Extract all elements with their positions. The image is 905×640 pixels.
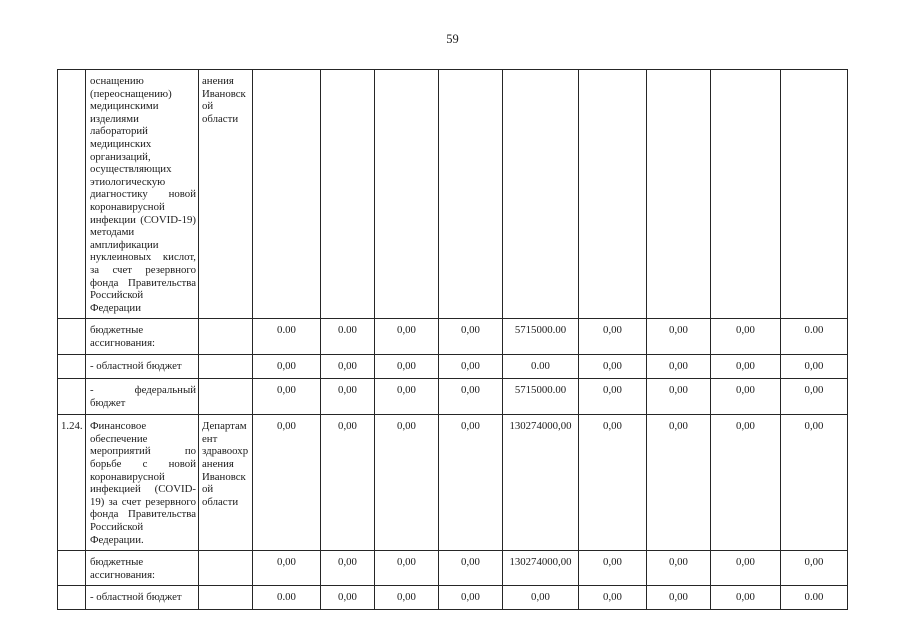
value-cell <box>375 355 439 379</box>
text-word: борьбе <box>90 458 122 471</box>
text-word: новой <box>168 458 196 471</box>
value-cell <box>439 355 503 379</box>
value-cell <box>321 551 375 586</box>
value-cell <box>253 70 321 319</box>
text-word: инфекцией <box>90 483 141 496</box>
value-cell <box>439 551 503 586</box>
description-cell <box>86 415 199 551</box>
value-text: 0.00 <box>804 324 824 337</box>
executor-line: ой <box>202 483 214 496</box>
text-word: диагностику <box>90 188 148 201</box>
text-word: Правительства <box>128 508 196 521</box>
value-text: 0,00 <box>461 591 480 604</box>
description-line <box>90 445 196 458</box>
value-cell <box>375 379 439 415</box>
description-line: бюджетные <box>90 324 144 337</box>
description-cell <box>86 551 199 586</box>
description-line <box>90 188 196 201</box>
value-cell <box>647 319 711 355</box>
value-cell <box>321 415 375 551</box>
value-text: 0,00 <box>804 360 824 373</box>
text-word: фонда <box>90 508 119 521</box>
executor-cell <box>199 355 253 379</box>
value-cell <box>503 415 579 551</box>
description-line: (переоснащению) <box>90 87 172 100</box>
description-line: изделиями <box>90 112 139 125</box>
text-word: резервного <box>145 263 196 276</box>
value-cell <box>579 551 647 586</box>
text-word: мероприятий <box>90 445 151 458</box>
value-cell <box>253 586 321 610</box>
value-text: 0,00 <box>736 591 755 604</box>
value-text: 0.00 <box>277 591 296 604</box>
description-line: Федерации. <box>90 533 144 546</box>
value-text: 130274000,00 <box>509 420 572 433</box>
value-cell <box>503 551 579 586</box>
value-cell <box>375 586 439 610</box>
value-cell <box>503 319 579 355</box>
text-word: с <box>142 458 148 471</box>
description-line: этиологическую <box>90 175 166 188</box>
description-cell <box>86 70 199 319</box>
value-cell <box>781 551 848 586</box>
description-line: коронавирусной <box>90 200 165 213</box>
value-text: 0,00 <box>277 384 296 397</box>
executor-line: Департам <box>202 420 247 433</box>
value-text: 0,00 <box>397 591 416 604</box>
value-text: 0,00 <box>338 591 357 604</box>
value-text: 0,00 <box>338 420 357 433</box>
text-word: по <box>184 445 196 458</box>
row-number-cell <box>58 415 86 551</box>
value-cell <box>439 379 503 415</box>
value-cell <box>321 355 375 379</box>
row-number-cell <box>58 70 86 319</box>
value-text: 0,00 <box>397 324 416 337</box>
value-cell <box>321 379 375 415</box>
value-text: 0.00 <box>531 360 550 373</box>
value-text: 0,00 <box>277 556 296 569</box>
value-cell <box>647 415 711 551</box>
description-line <box>90 264 196 277</box>
value-text: 0,00 <box>397 384 416 397</box>
value-cell <box>781 415 848 551</box>
description-cell <box>86 319 199 355</box>
value-text: 0,00 <box>669 324 688 337</box>
table-row <box>58 415 848 551</box>
description-line: коронавирусной <box>90 470 165 483</box>
value-cell <box>711 70 781 319</box>
value-cell <box>253 379 321 415</box>
value-text: 0,00 <box>736 556 755 569</box>
table-row <box>58 319 848 355</box>
value-cell <box>781 586 848 610</box>
text-word: за <box>90 263 100 276</box>
value-cell <box>781 355 848 379</box>
value-text: 0,00 <box>461 420 480 433</box>
value-text: 0,00 <box>736 360 755 373</box>
executor-cell <box>199 379 253 415</box>
value-cell <box>711 551 781 586</box>
value-cell <box>375 70 439 319</box>
row-number-cell <box>58 586 86 610</box>
value-cell <box>781 70 848 319</box>
table-row <box>58 379 848 415</box>
description-line: бюджет <box>90 396 126 409</box>
value-text: 0,00 <box>669 384 688 397</box>
budget-table <box>57 69 848 610</box>
text-word: Правительства <box>128 276 196 289</box>
executor-line: здравоохр <box>202 445 249 458</box>
value-cell <box>647 379 711 415</box>
value-text: 0,00 <box>736 324 755 337</box>
row-number-cell <box>58 319 86 355</box>
text-word: (COVID- <box>154 483 196 496</box>
value-cell <box>439 70 503 319</box>
value-cell <box>253 415 321 551</box>
table-row <box>58 355 848 379</box>
page-number: 59 <box>446 32 459 46</box>
value-text: 0,00 <box>338 556 357 569</box>
description-line: оснащению <box>90 75 144 87</box>
value-text: 5715000.00 <box>514 384 567 397</box>
value-cell <box>647 551 711 586</box>
value-text: 0,00 <box>804 556 824 569</box>
description-line: методами <box>90 226 135 239</box>
value-text: 0,00 <box>461 360 480 373</box>
description-line: Федерации <box>90 301 141 314</box>
text-word: - <box>90 384 94 397</box>
executor-cell <box>199 415 253 551</box>
value-cell <box>781 319 848 355</box>
description-cell <box>86 379 199 415</box>
description-line <box>90 483 196 496</box>
value-cell <box>253 319 321 355</box>
text-word: 19) <box>90 495 105 508</box>
value-text: 0,00 <box>669 556 688 569</box>
value-text: 0,00 <box>603 591 622 604</box>
row-number-cell <box>58 551 86 586</box>
value-text: 0,00 <box>397 360 416 373</box>
table-row <box>58 70 848 319</box>
description-cell <box>86 586 199 610</box>
text-word: счет <box>112 263 132 276</box>
executor-line: области <box>202 112 239 125</box>
value-cell <box>711 586 781 610</box>
description-line: медицинских <box>90 137 152 150</box>
description-line: бюджетные <box>90 556 144 569</box>
text-word: резервного <box>145 495 196 508</box>
executor-line: ент <box>202 432 218 445</box>
executor-line: Ивановск <box>202 470 246 483</box>
description-line: осуществляющих <box>90 163 172 176</box>
description-line: лабораторий <box>90 125 148 138</box>
text-word: нуклеиновых <box>90 251 152 264</box>
value-text: 0,00 <box>669 360 688 373</box>
value-text: 0,00 <box>277 420 296 433</box>
description-line: Финансовое <box>90 420 147 433</box>
value-text: 5715000.00 <box>514 324 567 337</box>
value-text: 0,00 <box>603 360 622 373</box>
description-line <box>90 496 196 509</box>
table-row <box>58 586 848 610</box>
value-text: 0.00 <box>338 324 357 337</box>
value-cell <box>439 415 503 551</box>
value-text: 0,00 <box>603 384 622 397</box>
value-cell <box>579 586 647 610</box>
value-text: 0,00 <box>669 591 688 604</box>
executor-line: области <box>202 495 239 508</box>
value-cell <box>375 319 439 355</box>
value-text: 0,00 <box>736 420 755 433</box>
value-cell <box>711 379 781 415</box>
table-body <box>58 70 848 610</box>
value-text: 0.00 <box>804 591 824 604</box>
description-line: - областной бюджет <box>90 591 182 604</box>
value-cell <box>579 379 647 415</box>
description-line <box>90 214 196 227</box>
text-word: инфекции <box>90 213 136 226</box>
description-line <box>90 458 196 471</box>
description-line <box>90 277 196 290</box>
value-text: 0,00 <box>461 324 480 337</box>
value-cell <box>321 70 375 319</box>
row-number-cell <box>58 379 86 415</box>
executor-line: ой <box>202 100 214 113</box>
value-cell <box>375 415 439 551</box>
value-cell <box>375 551 439 586</box>
value-cell <box>647 70 711 319</box>
value-cell <box>503 70 579 319</box>
value-text: 0,00 <box>461 384 480 397</box>
description-line: Российской <box>90 289 144 302</box>
text-word: счет <box>121 495 142 508</box>
description-line <box>90 384 196 397</box>
value-cell <box>503 586 579 610</box>
text-word: федеральный <box>134 384 196 397</box>
value-text: 0,00 <box>669 420 688 433</box>
value-text: 0,00 <box>531 591 550 604</box>
description-line <box>90 251 196 264</box>
value-cell <box>781 379 848 415</box>
value-text: 130274000,00 <box>509 556 572 569</box>
text-word: за <box>108 495 118 508</box>
value-cell <box>253 551 321 586</box>
value-cell <box>647 355 711 379</box>
value-cell <box>711 355 781 379</box>
value-text: 0,00 <box>397 420 416 433</box>
value-text: 0,00 <box>804 384 824 397</box>
description-line: ассигнования: <box>90 336 156 349</box>
executor-cell <box>199 70 253 319</box>
description-line: Российской <box>90 521 144 534</box>
executor-line: анения <box>202 458 234 471</box>
value-cell <box>503 355 579 379</box>
value-text: 0,00 <box>603 420 622 433</box>
description-line: амплификации <box>90 238 159 251</box>
value-cell <box>579 70 647 319</box>
value-cell <box>579 319 647 355</box>
text-word: фонда <box>90 276 119 289</box>
value-text: 0,00 <box>338 384 357 397</box>
value-text: 0,00 <box>736 384 755 397</box>
text-word: (COVID-19) <box>140 213 196 226</box>
value-cell <box>321 586 375 610</box>
value-text: 0,00 <box>277 360 296 373</box>
description-line <box>90 508 196 521</box>
row-number: 1.24. <box>61 420 83 433</box>
value-cell <box>579 415 647 551</box>
value-cell <box>253 355 321 379</box>
value-cell <box>321 319 375 355</box>
row-number-cell <box>58 355 86 379</box>
table-row <box>58 551 848 586</box>
executor-cell <box>199 586 253 610</box>
description-line: - областной бюджет <box>90 360 182 373</box>
value-cell <box>503 379 579 415</box>
text-word: новой <box>168 188 196 201</box>
value-text: 0.00 <box>277 324 296 337</box>
description-line: обеспечение <box>90 432 148 445</box>
value-cell <box>579 355 647 379</box>
description-line: ассигнования: <box>90 568 156 581</box>
executor-cell <box>199 319 253 355</box>
description-line: организаций, <box>90 150 151 163</box>
value-text: 0,00 <box>603 324 622 337</box>
value-cell <box>711 319 781 355</box>
description-cell <box>86 355 199 379</box>
value-text: 0,00 <box>461 556 480 569</box>
value-cell <box>711 415 781 551</box>
value-cell <box>647 586 711 610</box>
executor-cell <box>199 551 253 586</box>
value-text: 0,00 <box>804 420 824 433</box>
executor-line: Ивановск <box>202 87 246 100</box>
executor-line: анения <box>202 75 234 87</box>
text-word: кислот, <box>162 251 196 264</box>
value-text: 0,00 <box>397 556 416 569</box>
value-cell <box>439 319 503 355</box>
description-line: медицинскими <box>90 100 159 113</box>
value-text: 0,00 <box>603 556 622 569</box>
value-cell <box>439 586 503 610</box>
value-text: 0,00 <box>338 360 357 373</box>
